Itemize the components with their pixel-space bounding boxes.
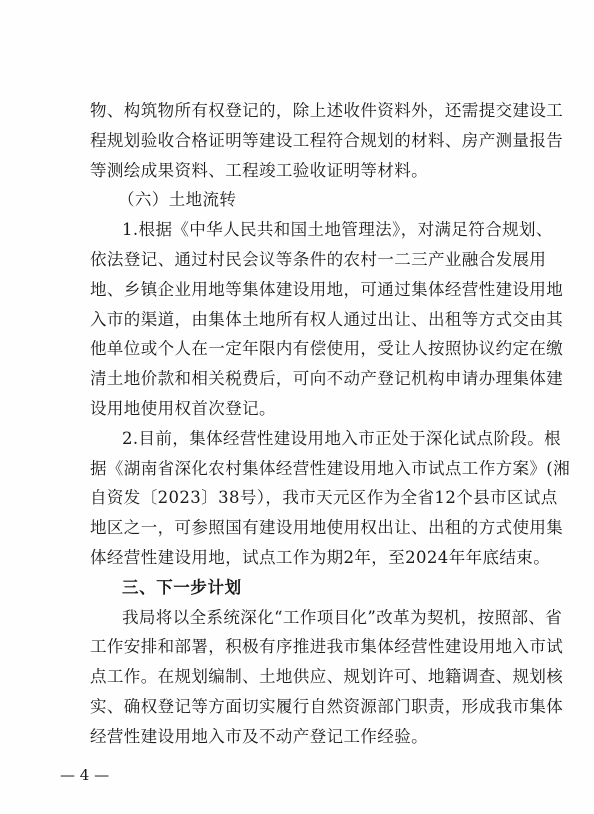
paragraph-line: 等测绘成果资料、工程竣工验收证明等材料。 xyxy=(90,160,428,180)
paragraph-line: 他单位或个人在一定年限内有偿使用，受让人按照协议约定在缴 xyxy=(90,339,564,359)
section-subheading: （六）土地流转 xyxy=(118,190,237,210)
paragraph-line: 体经营性建设用地，试点工作为期2年，至2024年年底结束。 xyxy=(90,548,551,567)
paragraph-line: 工作安排和部署，积极有序推进我市集体经营性建设用地入市试 xyxy=(90,637,564,657)
paragraph-line: 实、确权登记等方面切实履行自然资源部门职责，形成我市集体 xyxy=(90,697,564,716)
paragraph-line: 程规划验收合格证明等建设工程符合规划的材料、房产测量报告 xyxy=(90,130,564,150)
paragraph-line: 2.目前，集体经营性建设用地入市正处于深化试点阶段。根 xyxy=(122,428,562,448)
paragraph-line: 依法登记、通过村民会议等条件的农村一二三产业融合发展用 xyxy=(90,250,547,269)
paragraph-line: 点工作。在规划编制、土地供应、规划许可、地籍调查、规划核 xyxy=(90,667,564,687)
paragraph-line: 地、乡镇企业用地等集体建设用地，可通过集体经营性建设用地 xyxy=(90,279,564,299)
paragraph-line: 设用地使用权首次登记。 xyxy=(90,399,276,418)
page-number: — 4 — xyxy=(60,766,110,784)
paragraph-line: 我局将以全系统深化“工作项目化”改革为契机，按照部、省 xyxy=(122,607,563,627)
paragraph-line: 清土地价款和相关税费后，可向不动产登记机构申请办理集体建 xyxy=(90,369,564,389)
paragraph-line: 自资发〔2023〕38号），我市天元区作为全省12个县市区试点 xyxy=(90,488,558,508)
section-heading: 三、下一步计划 xyxy=(122,577,242,597)
paragraph-line: 入市的渠道，由集体土地所有权人通过出让、出租等方式交由其 xyxy=(90,309,564,329)
paragraph-line: 经营性建设用地入市及不动产登记工作经验。 xyxy=(90,726,428,746)
paragraph-line: 地区之一，可参照国有建设用地使用权出让、出租的方式使用集 xyxy=(90,518,564,538)
paragraph-line: 1.根据《中华人民共和国土地管理法》，对满足符合规划、 xyxy=(122,220,553,240)
paragraph-line: 据《湖南省深化农村集体经营性建设用地入市试点工作方案》(湘 xyxy=(90,458,571,478)
paragraph-line: 物、构筑物所有权登记的，除上述收件资料外，还需提交建设工 xyxy=(90,101,564,120)
